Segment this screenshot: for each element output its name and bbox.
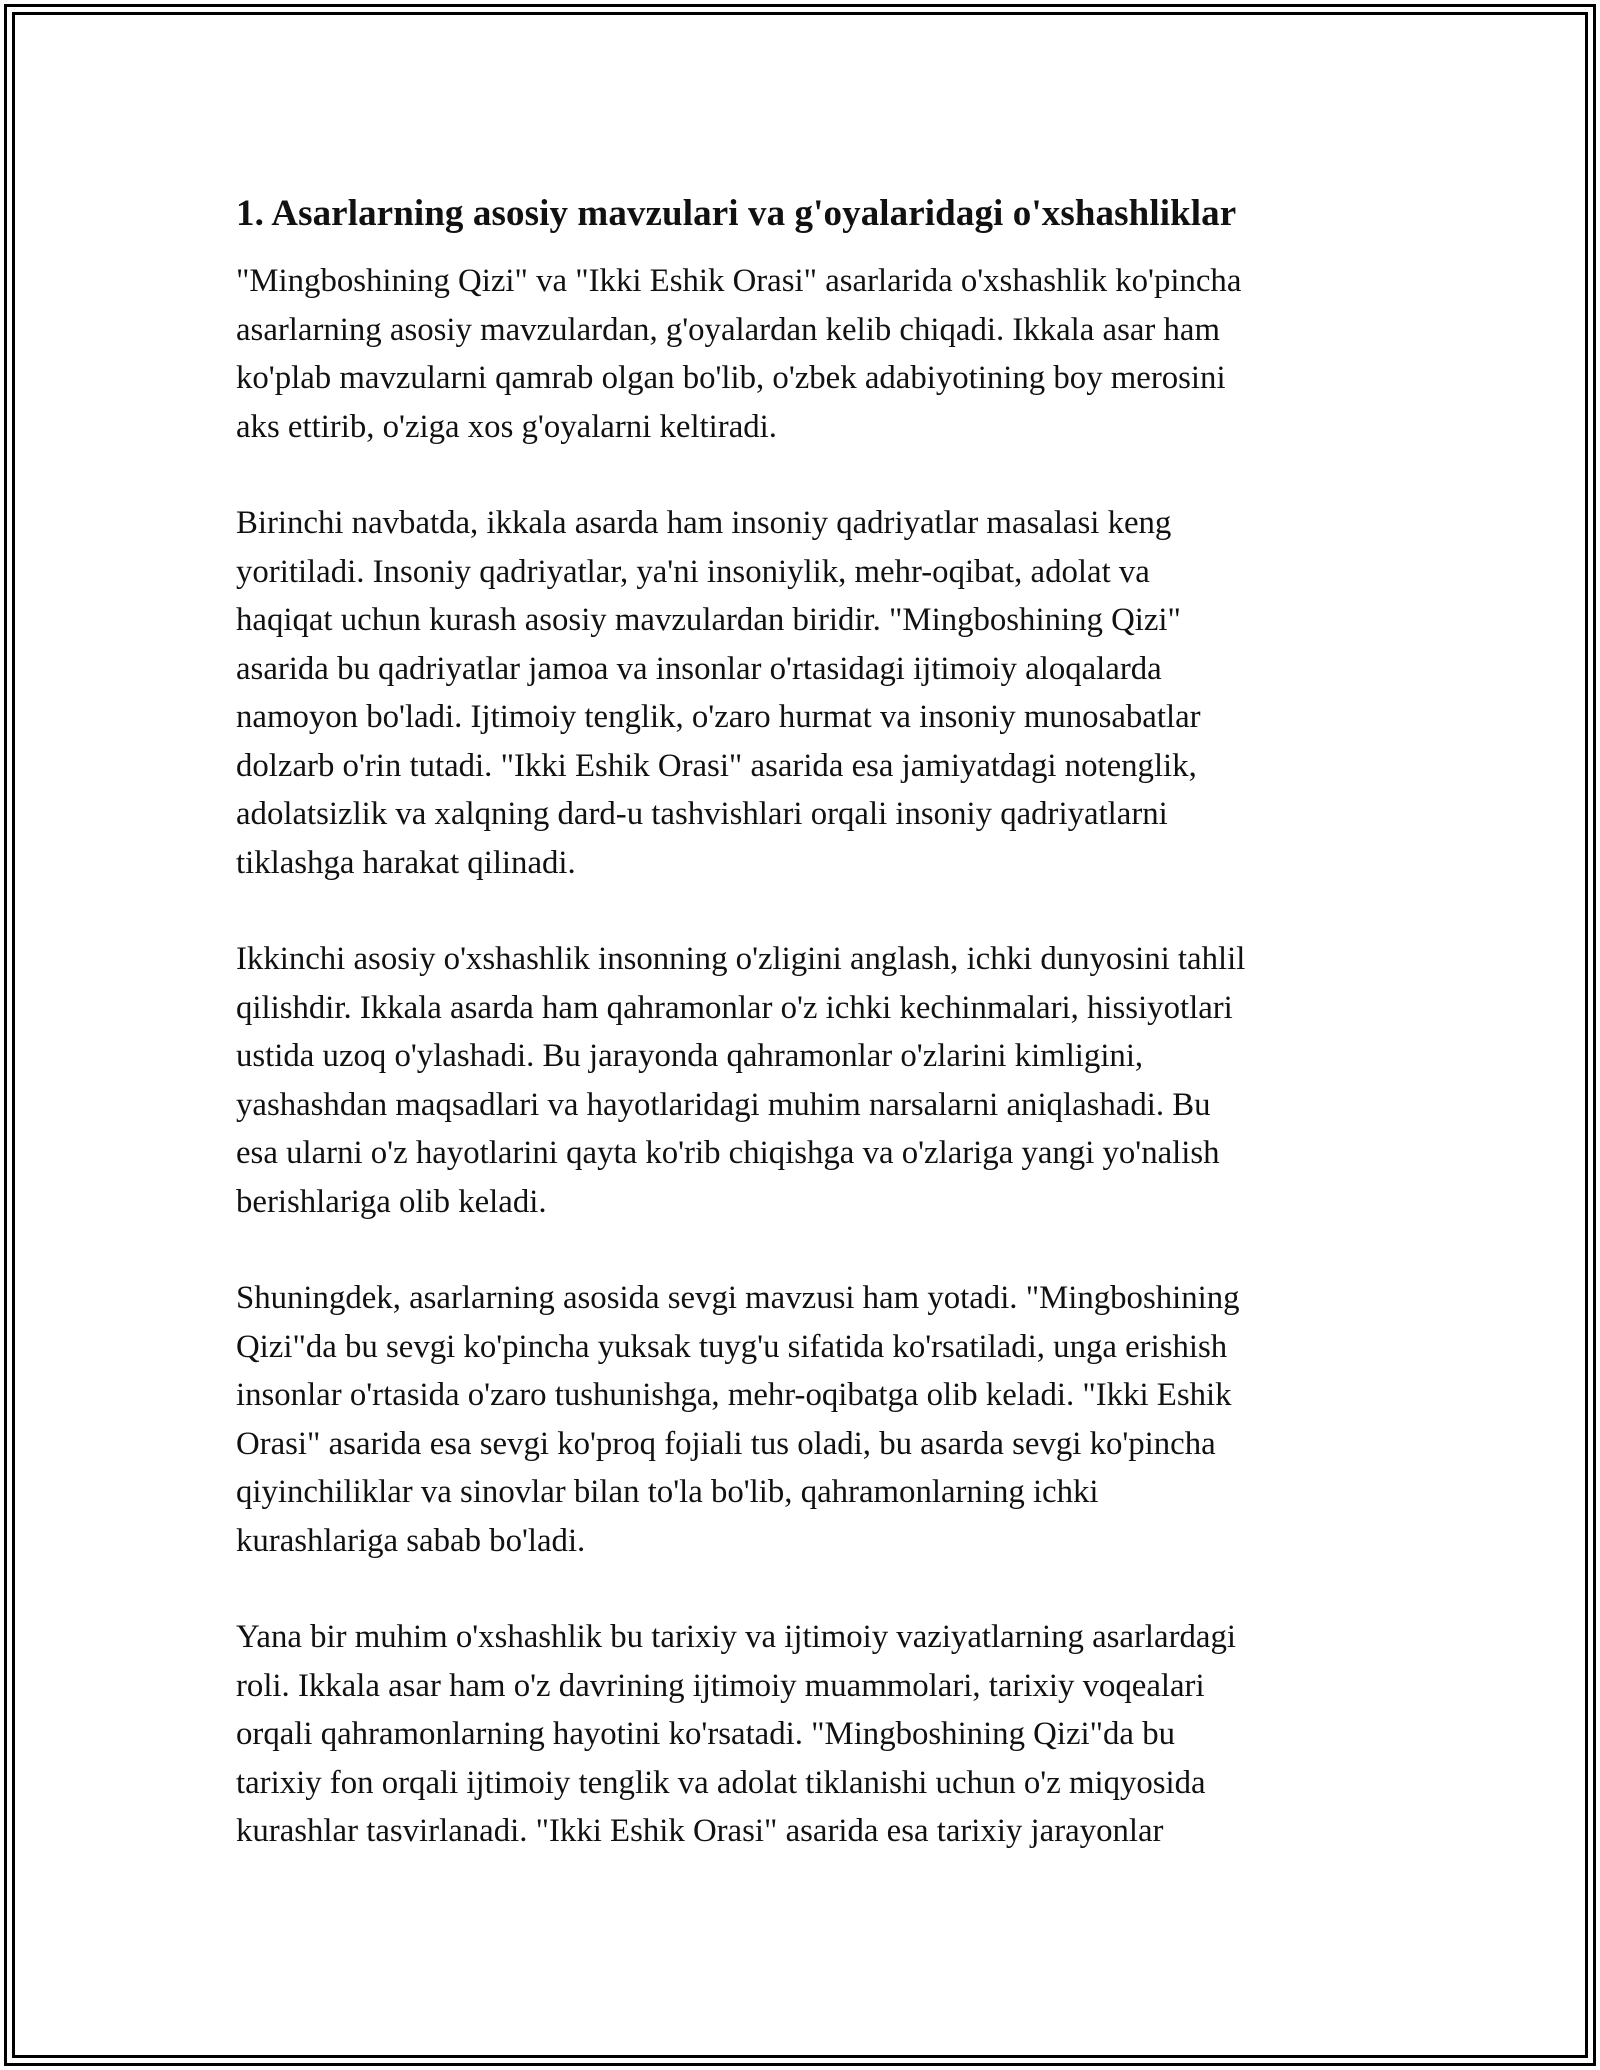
text-line: esa ularni o'z hayotlarini qayta ko'rib chiqishga va o'zlariga yangi yo'nalish — [236, 1135, 1220, 1171]
document-body — [236, 186, 1386, 1856]
text-line: kurashlar tasvirlanadi. "Ikki Eshik Orasi" asarida esa tarixiy jarayonlar — [236, 1813, 1164, 1849]
paragraph-1 — [236, 257, 1386, 451]
section-heading: 1. Asarlarning asosiy mavzulari va g'oyalaridagi o'xshashliklar — [236, 193, 1237, 234]
text-line: qiyinchiliklar va sinovlar bilan to'la bo'lib, qahramonlarning ichki — [236, 1474, 1099, 1510]
text-line: tiklashga harakat qilinadi. — [236, 844, 576, 881]
text-line: ustida uzoq o'ylashadi. Bu jarayonda qahramonlar o'zlarini kimligini, — [236, 1038, 1144, 1074]
text-line: dolzarb o'rin tutadi. "Ikki Eshik Orasi" asarida esa jamiyatdagi notenglik, — [236, 747, 1197, 784]
text-line: Qizi"da bu sevgi ko'pincha yuksak tuyg'u sifatida ko'rsatiladi, unga erishish — [236, 1328, 1228, 1365]
text-line: qilishdir. Ikkala asarda ham qahramonlar o'z ichki kechinmalari, hissiyotlari — [236, 989, 1233, 1026]
text-line: roli. Ikkala asar ham o'z davrining ijtimoiy muammolari, tarixiy voqealari — [236, 1667, 1205, 1704]
text-line: asarlarning asosiy mavzulardan, g'oyalardan kelib chiqadi. Ikkala asar ham — [236, 311, 1220, 348]
text-line: tarixiy fon orqali ijtimoiy tenglik va adolat tiklanishi uchun o'z miqyosida — [236, 1764, 1206, 1801]
spacer — [236, 242, 1386, 257]
text-line: yoritiladi. Insoniy qadriyatlar, ya'ni insoniylik, mehr-oqibat, adolat va — [236, 553, 1150, 590]
text-line: adolatsizlik va xalqning dard-u tashvishlari orqali insoniy qadriyatlarni — [236, 796, 1168, 832]
text-line: insonlar o'rtasida o'zaro tushunishga, mehr-oqibatga olib keladi. "Ikki Eshik — [236, 1377, 1232, 1413]
paragraph-5 — [236, 1613, 1386, 1856]
text-line: asarida bu qadriyatlar jamoa va insonlar o'rtasidagi ijtimoiy aloqalarda — [236, 650, 1162, 687]
text-line: Shuningdek, asarlarning asosida sevgi mavzusi ham yotadi. "Mingboshining — [236, 1280, 1240, 1316]
text-line: Orasi" asarida esa sevgi ko'proq fojiali tus oladi, bu asarda sevgi ko'pincha — [236, 1425, 1216, 1462]
spacer — [236, 451, 1386, 499]
text-line: ko'plab mavzularni qamrab olgan bo'lib, o'zbek adabiyotining boy merosini — [236, 360, 1226, 396]
text-line: namoyon bo'ladi. Ijtimoiy tenglik, o'zaro hurmat va insoniy munosabatlar — [236, 699, 1201, 735]
text-line: Birinchi navbatda, ikkala asarda ham insoniy qadriyatlar masalasi keng — [236, 505, 1172, 541]
text-line: Yana bir muhim o'xshashlik bu tarixiy va ijtimoiy vaziyatlarning asarlardagi — [236, 1619, 1236, 1655]
text-line: haqiqat uchun kurash asosiy mavzulardan biridir. "Mingboshining Qizi" — [236, 602, 1181, 638]
text-line: orqali qahramonlarning hayotini ko'rsatadi. "Mingboshining Qizi"da bu — [236, 1716, 1175, 1752]
spacer — [236, 1226, 1386, 1274]
text-line: yashashdan maqsadlari va hayotlaridagi muhim narsalarni aniqlashadi. Bu — [236, 1086, 1211, 1123]
paragraph-2 — [236, 499, 1386, 887]
spacer — [236, 887, 1386, 935]
spacer — [236, 1565, 1386, 1613]
paragraph-3 — [236, 935, 1386, 1226]
paragraph-4 — [236, 1274, 1386, 1565]
text-line: aks ettirib, o'ziga xos g'oyalarni keltiradi. — [236, 408, 777, 445]
text-line: Ikkinchi asosiy o'xshashlik insonning o'zligini anglash, ichki dunyosini tahlil — [236, 941, 1246, 977]
text-line: "Mingboshining Qizi" va "Ikki Eshik Orasi" asarlarida o'xshashlik ko'pincha — [236, 263, 1242, 299]
text-line: kurashlariga sabab bo'ladi. — [236, 1522, 586, 1559]
text-line: berishlariga olib keladi. — [236, 1183, 547, 1220]
